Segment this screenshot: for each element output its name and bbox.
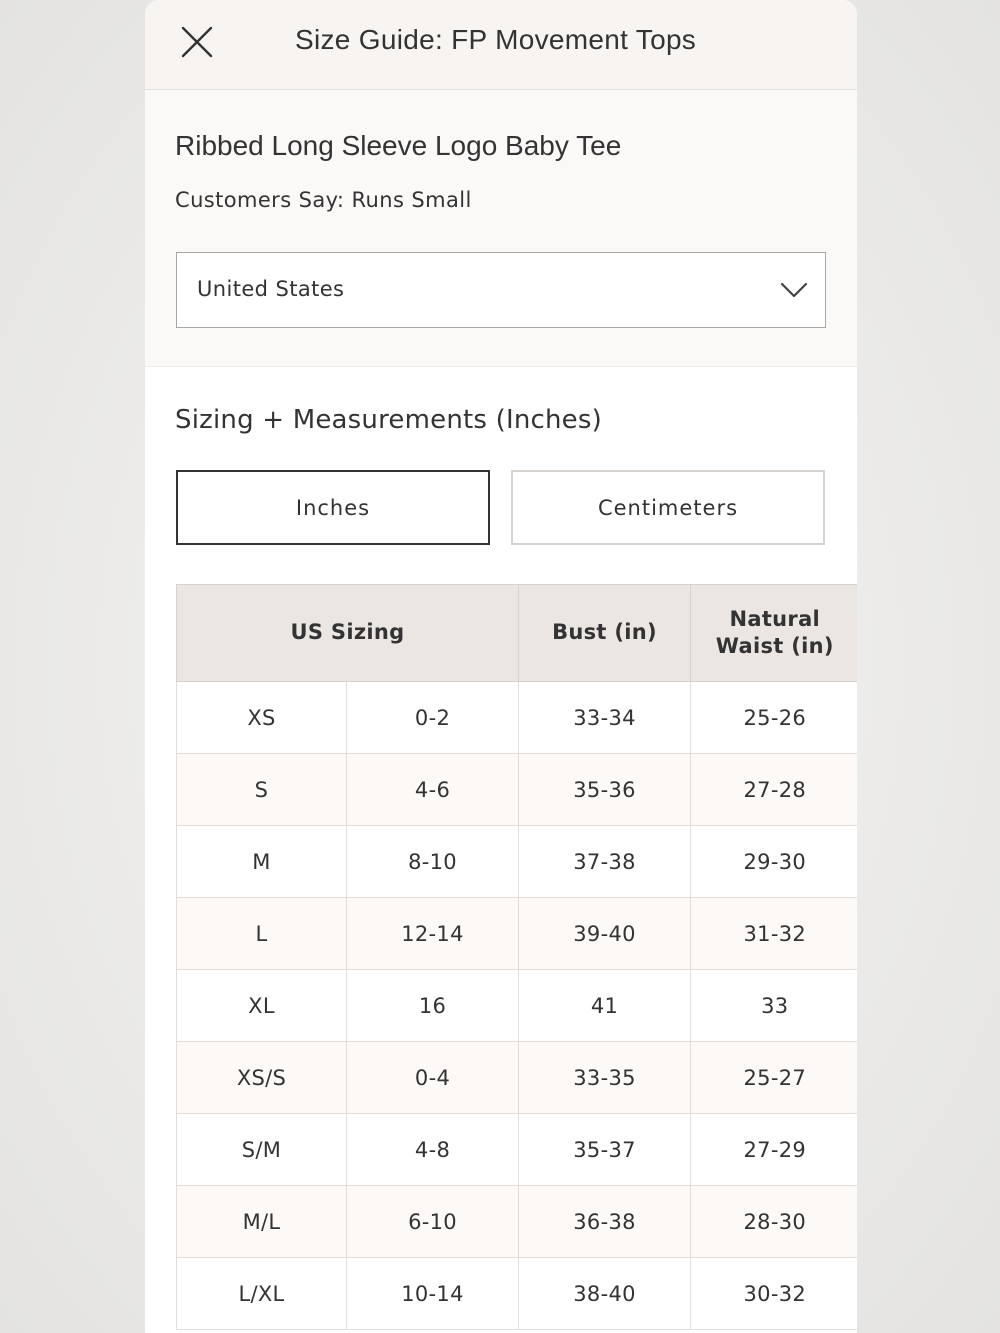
- page-title: Size Guide: FP Movement Tops: [295, 24, 697, 55]
- table-row: [177, 898, 858, 970]
- centimeters-button[interactable]: Centimeters: [511, 470, 825, 545]
- measurements-title: Sizing + Measurements (Inches): [175, 405, 602, 435]
- size-guide-sheet: [145, 0, 857, 1333]
- table-cell-bust-value: 33-34: [519, 682, 691, 754]
- table-row: [177, 1186, 858, 1258]
- product-name: Ribbed Long Sleeve Logo Baby Tee: [175, 130, 622, 161]
- table-cell-size-number: 4-8: [347, 1114, 519, 1186]
- table-row: [177, 1258, 858, 1330]
- table-cell-waist-value: 29-30: [691, 826, 857, 898]
- table-cell-size-number: 8-10: [347, 826, 519, 898]
- table-cell-size-letter: L: [177, 898, 347, 970]
- chevron-down-icon: [779, 280, 809, 300]
- table-cell-size-letter: XS/S: [177, 1042, 347, 1114]
- table-cell-waist-value: 25-27: [691, 1042, 857, 1114]
- table-cell-bust-value: 41: [519, 970, 691, 1042]
- table-cell-size-letter: XL: [177, 970, 347, 1042]
- table-row: [177, 826, 858, 898]
- table-cell-waist-value: 27-28: [691, 754, 857, 826]
- table-cell-size-number: 12-14: [347, 898, 519, 970]
- table-cell-waist-value: 28-30: [691, 1186, 857, 1258]
- table-cell-bust-value: 33-35: [519, 1042, 691, 1114]
- table-cell-waist-value: 30-32: [691, 1258, 857, 1330]
- country-select[interactable]: [176, 252, 826, 328]
- table-cell-waist-value: 27-29: [691, 1114, 857, 1186]
- size-table: [176, 584, 857, 1330]
- table-cell-size-letter: M: [177, 826, 347, 898]
- table-cell-size-letter: M/L: [177, 1186, 347, 1258]
- table-cell-size-number: 0-2: [347, 682, 519, 754]
- table-cell-size-letter: S: [177, 754, 347, 826]
- inches-button[interactable]: Inches: [176, 470, 490, 545]
- table-row: [177, 1114, 858, 1186]
- table-row: [177, 1042, 858, 1114]
- table-cell-size-number: 0-4: [347, 1042, 519, 1114]
- size-guide-header: [145, 0, 857, 90]
- table-cell-size-number: 10-14: [347, 1258, 519, 1330]
- table-cell-waist-value: 33: [691, 970, 857, 1042]
- table-row: [177, 970, 858, 1042]
- table-cell-size-number: 16: [347, 970, 519, 1042]
- table-cell-size-letter: S/M: [177, 1114, 347, 1186]
- table-cell-size-letter: L/XL: [177, 1258, 347, 1330]
- table-cell-waist-value: 25-26: [691, 682, 857, 754]
- table-cell-size-letter: XS: [177, 682, 347, 754]
- table-header-row: [177, 585, 858, 682]
- table-cell-size-number: 4-6: [347, 754, 519, 826]
- table-cell-bust-value: 35-37: [519, 1114, 691, 1186]
- close-button[interactable]: [175, 22, 221, 64]
- table-header-us-sizing: US Sizing: [177, 585, 519, 682]
- table-row: [177, 754, 858, 826]
- table-cell-bust-value: 36-38: [519, 1186, 691, 1258]
- table-cell-size-number: 6-10: [347, 1186, 519, 1258]
- table-row: [177, 682, 858, 754]
- country-select-value: United States: [197, 277, 345, 301]
- table-cell-bust-value: 39-40: [519, 898, 691, 970]
- fit-note: Customers Say: Runs Small: [175, 188, 472, 212]
- table-header-waist: Natural Waist (in): [691, 585, 857, 682]
- table-cell-bust-value: 35-36: [519, 754, 691, 826]
- table-header-bust: Bust (in): [519, 585, 691, 682]
- table-cell-bust-value: 38-40: [519, 1258, 691, 1330]
- table-cell-waist-value: 31-32: [691, 898, 857, 970]
- close-icon: [175, 22, 221, 64]
- product-section: [145, 90, 857, 367]
- table-cell-bust-value: 37-38: [519, 826, 691, 898]
